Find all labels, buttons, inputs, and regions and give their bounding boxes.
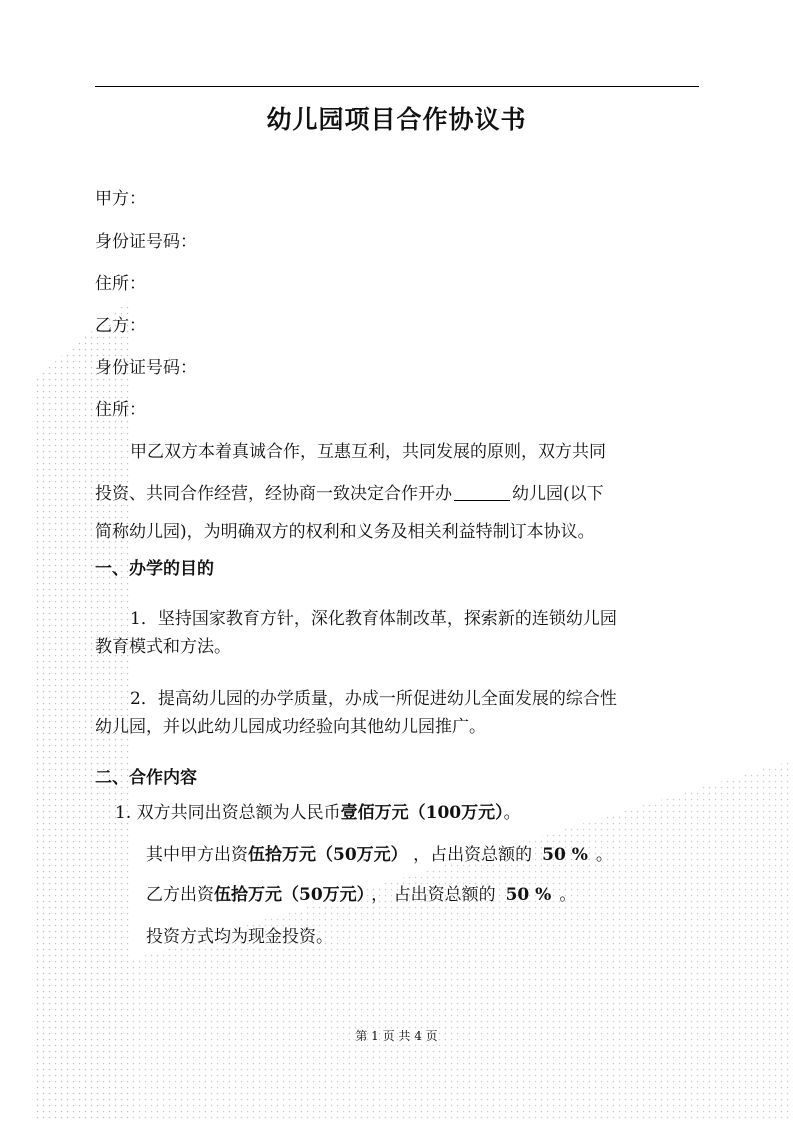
party-b-suffix: 。 [559,885,577,905]
section-1-heading: 一、办学的目的 [95,559,214,579]
document-title: 幼儿园项目合作协议书 [266,105,527,134]
item-1-prefix: 1. 双方共同出资总额为人民币 [115,803,341,823]
section-2-heading: 二、合作内容 [95,768,197,788]
investment-method: 投资方式均为现金投资。 [146,927,333,947]
total-investment-amount: 壹佰万元（100万元） [340,803,504,823]
intro-line-2-before: 投资、共同合作经营，经协商一致决定合作开办 [95,484,452,504]
party-a-amount: 伍拾万元（50万元） [248,845,400,865]
party-a-prefix: 其中甲方出资 [146,845,248,865]
party-b-address-label: 住所： [95,400,146,420]
intro-line-2-after: 幼儿园(以下 [512,484,604,504]
intro-line-1: 甲乙双方本着真诚合作，互惠互利，共同发展的原则，双方共同 [130,442,606,462]
party-b-amount: 伍拾万元（50万元） [214,885,366,905]
header-rule [95,86,699,87]
section-1-item-2-line-2: 幼儿园，并以此幼儿园成功经验向其他幼儿园推广。 [95,717,486,737]
section-1-item-2-line-1: 2．提高幼儿园的办学质量，办成一所促进幼儿全面发展的综合性 [130,689,617,709]
page-footer: 第 1 页 共 4 页 [355,1029,438,1043]
party-a-address-label: 住所： [95,274,146,294]
party-a-percent: 50 % [542,845,588,865]
party-b-contribution [146,884,576,906]
party-b-label: 乙方： [95,316,146,336]
party-b-prefix: 乙方出资 [146,885,214,905]
party-a-contribution [146,844,613,866]
party-b-percent: 50 % [505,885,552,905]
section-2-item-1 [115,802,521,824]
party-a-label: 甲方： [95,189,146,209]
intro-line-3: 简称幼儿园)，为明确双方的权利和义务及相关利益特制订本协议。 [95,522,595,542]
party-b-id-label: 身份证号码： [95,358,197,378]
party-a-middle: ，占出资总额的 [413,845,533,865]
section-1-item-1-line-2: 教育模式和方法。 [95,637,231,657]
party-a-id-label: 身份证号码： [95,232,197,252]
section-1-item-1-line-1: 1．坚持国家教育方针，深化教育体制改革，探索新的连锁幼儿园 [130,609,617,629]
item-1-suffix: 。 [503,803,521,823]
party-a-suffix: 。 [595,845,613,865]
intro-line-2 [95,483,604,505]
party-b-middle: ， 占出资总额的 [371,885,496,905]
kindergarten-name-blank [454,484,510,501]
